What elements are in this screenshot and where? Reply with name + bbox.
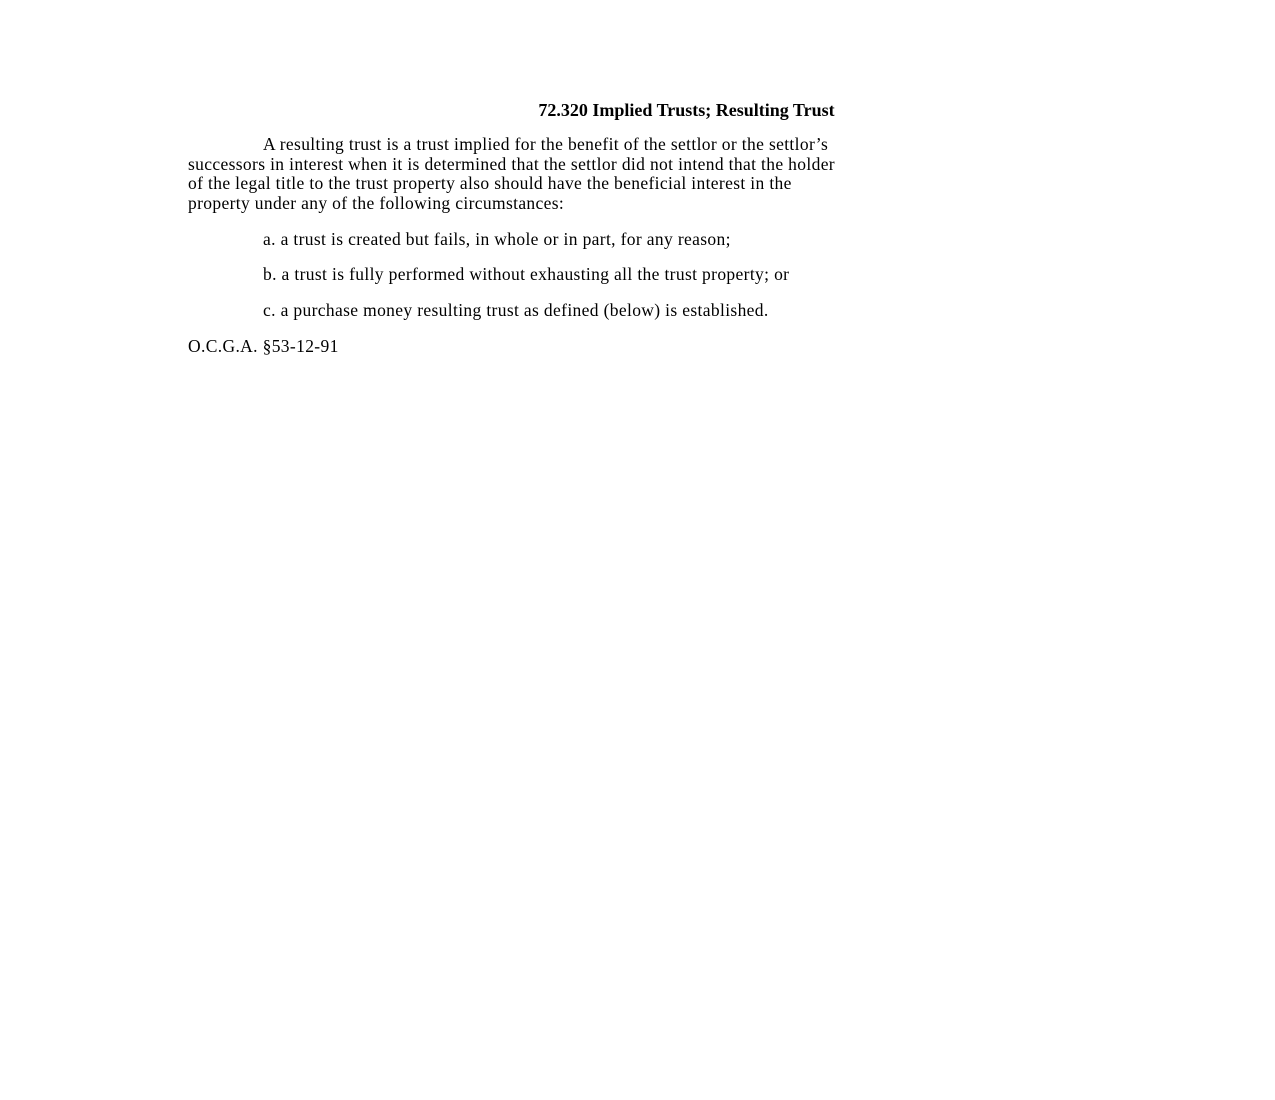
list-item-c: c. a purchase money resulting trust as defined (below) is established. [263,300,769,320]
paragraph-line: successors in interest when it is determined that the settlor did not intend that the holder [188,153,835,174]
statute-citation: O.C.G.A. §53-12-91 [188,336,339,356]
paragraph-line: property under any of the following circumstances: [188,192,565,213]
document-title: 72.320 Implied Trusts; Resulting Trust [538,100,835,120]
paragraph-line: A resulting trust is a trust implied for the benefit of the settlor or the settlor’s [263,134,829,154]
definition-paragraph [188,135,1088,213]
list-item-a: a. a trust is created but fails, in whole or in part, for any reason; [263,229,731,249]
list-item-b: b. a trust is fully performed without exhausting all the trust property; or [263,264,790,284]
paragraph-line: of the legal title to the trust property also should have the beneficial interest in the [188,173,792,194]
